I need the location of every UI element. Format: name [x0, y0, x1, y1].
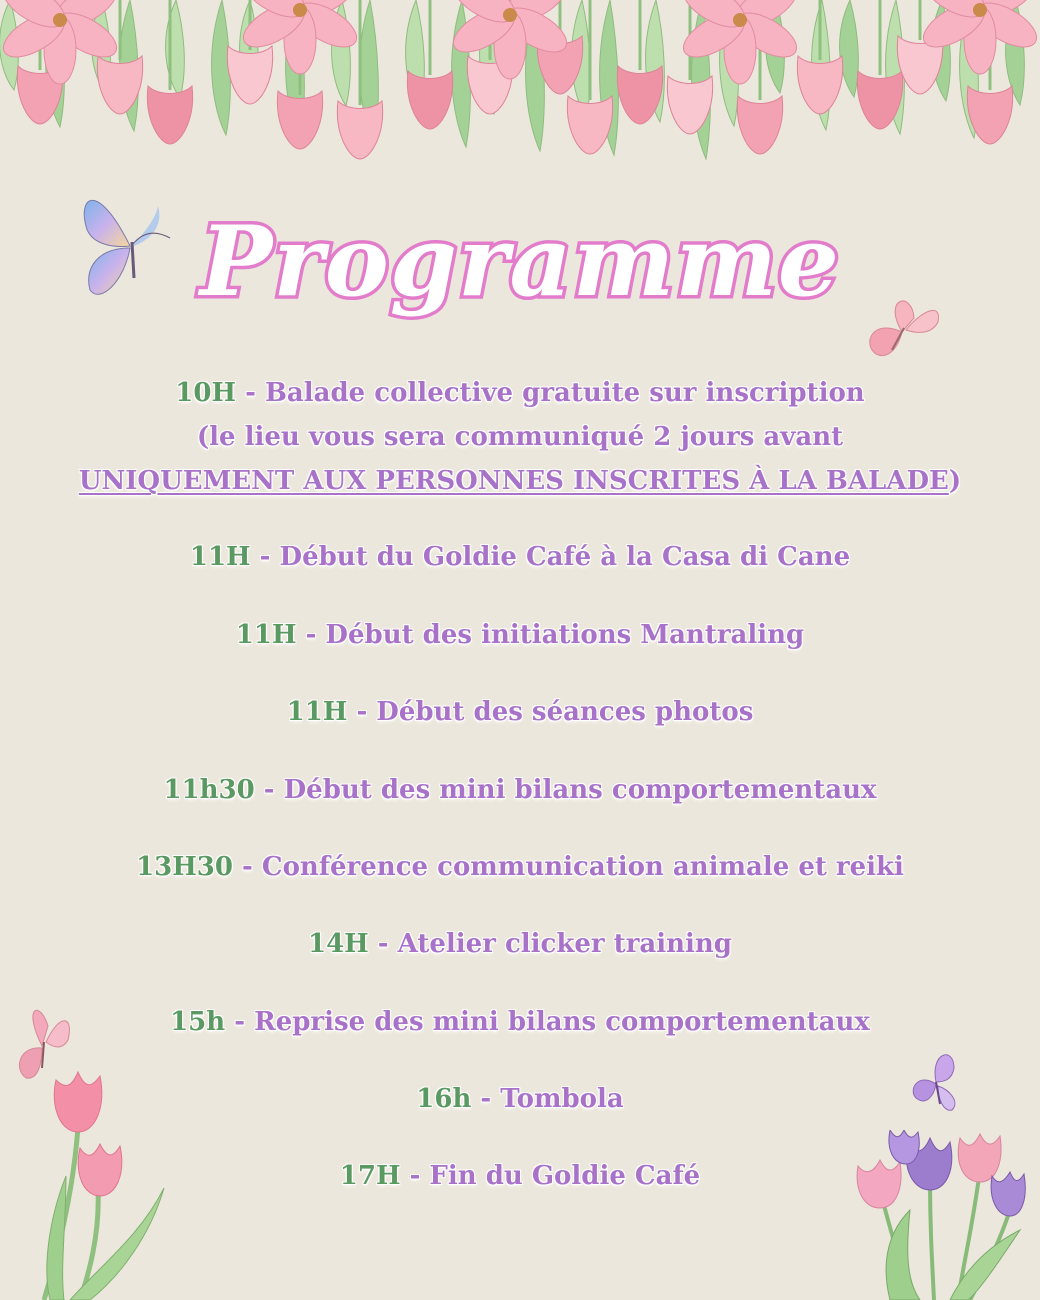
activity-text: - Reprise des mini bilans comportementaux	[225, 1007, 870, 1037]
time-label: 13H30	[136, 852, 233, 882]
time-label: 16h	[416, 1084, 472, 1114]
page-title: Programme	[200, 205, 840, 318]
tulip-bouquet-icon	[850, 1130, 1030, 1300]
intro-line-1	[0, 378, 1040, 408]
schedule-item	[0, 852, 1040, 882]
schedule-item	[0, 775, 1040, 805]
activity-text: - Fin du Goldie Café	[400, 1161, 701, 1191]
tulip-garland-icon	[0, 0, 1040, 200]
time-label: 11H	[235, 620, 297, 650]
closing-paren: )	[948, 466, 962, 496]
schedule-item	[0, 1084, 1040, 1114]
time-label: 17H	[339, 1161, 401, 1191]
schedule-item	[0, 697, 1040, 727]
activity-text: - Début du Goldie Café à la Casa di Cane	[250, 542, 851, 572]
underlined-notice: UNIQUEMENT AUX PERSONNES INSCRITES À LA BALADE	[78, 466, 949, 496]
activity-text: - Atelier clicker training	[368, 929, 732, 959]
schedule-item	[0, 1007, 1040, 1037]
time-label: 14H	[308, 929, 369, 959]
time-label: 11H	[189, 542, 251, 572]
intro-line-2: (le lieu vous sera communiqué 2 jours avant	[196, 422, 844, 452]
schedule-item	[0, 542, 1040, 572]
time-label: 10H	[175, 378, 237, 408]
schedule-item	[0, 929, 1040, 959]
activity-text: - Conférence communication animale et reiki	[233, 852, 904, 882]
intro-line-3	[0, 466, 1040, 496]
time-label: 11H	[286, 697, 348, 727]
activity-text: - Début des initiations Mantraling	[296, 620, 805, 650]
activity-text: - Tombola	[471, 1084, 624, 1114]
activity-text: - Début des mini bilans comportementaux	[254, 775, 877, 805]
time-label: 11h30	[163, 775, 255, 805]
time-label: 15h	[170, 1007, 226, 1037]
activity-text: - Balade collective gratuite sur inscription	[236, 378, 865, 408]
activity-text: - Début des séances photos	[347, 697, 754, 727]
schedule-item	[0, 620, 1040, 650]
schedule-item	[0, 1161, 1040, 1191]
